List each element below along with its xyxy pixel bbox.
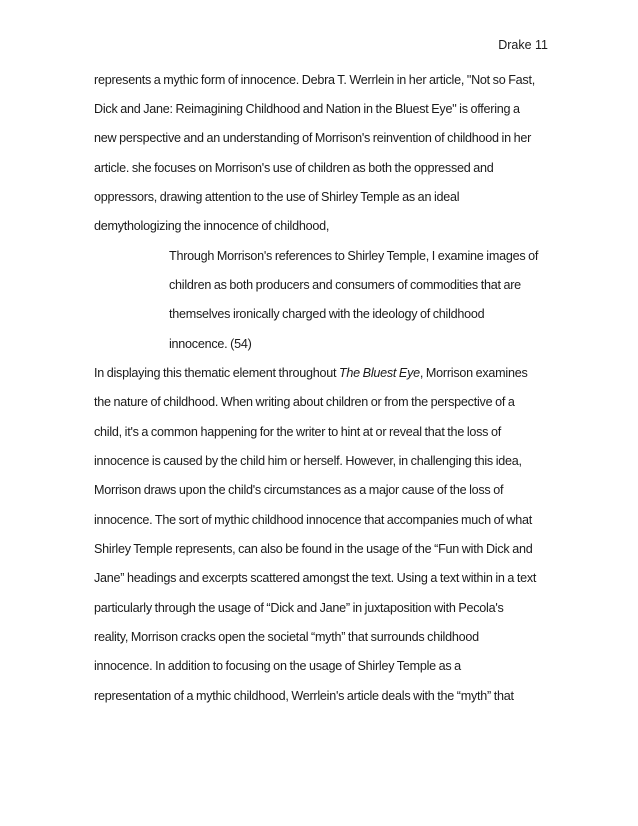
para1-line: oppressors, drawing attention to the use of Shirley Temple as an ideal: [94, 190, 460, 204]
para1-line: represents a mythic form of innocence. Debra T. Werrlein in her article, "Not so Fast,: [94, 73, 535, 87]
para2-line1-after: , Morrison examines: [419, 366, 528, 380]
para2-line: innocence is caused by the child him or herself. However, in challenging this idea,: [94, 454, 522, 468]
para1-line: Dick and Jane: Reimagining Childhood and Nation in the Bluest Eye" is offering a: [94, 102, 520, 116]
para2-line1-before: In displaying this thematic element throughout: [94, 366, 339, 380]
book-title: The Bluest Eye: [338, 366, 420, 380]
para2-line: innocence. In addition to focusing on the usage of Shirley Temple as a: [94, 659, 461, 673]
block-quote-line: innocence. (54): [169, 337, 252, 351]
para1-line: demythologizing the innocence of childhood,: [94, 219, 330, 233]
para2-line: child, it's a common happening for the writer to hint at or reveal that the loss of: [94, 425, 501, 439]
running-head: Drake 11: [498, 38, 548, 52]
para2-line: Jane” headings and excerpts scattered amongst the text. Using a text within in a text: [94, 571, 537, 585]
block-quote-line: children as both producers and consumers of commodities that are: [169, 278, 521, 292]
para2-line: reality, Morrison cracks open the societal “myth” that surrounds childhood: [94, 630, 479, 644]
para2-line: innocence. The sort of mythic childhood innocence that accompanies much of what: [94, 513, 532, 527]
para2-line: the nature of childhood. When writing about children or from the perspective of a: [94, 395, 515, 409]
para2-line: representation of a mythic childhood, Werrlein's article deals with the “myth” that: [94, 689, 514, 703]
para2-line: Morrison draws upon the child's circumstances as a major cause of the loss of: [94, 483, 504, 497]
para2-line: [94, 365, 528, 381]
block-quote-line: Through Morrison's references to Shirley Temple, I examine images of: [169, 249, 539, 263]
para1-line: article. she focuses on Morrison's use of children as both the oppressed and: [94, 161, 494, 175]
para2-line: Shirley Temple represents, can also be found in the usage of the “Fun with Dick and: [94, 542, 533, 556]
para1-line: new perspective and an understanding of Morrison's reinvention of childhood in her: [94, 131, 532, 145]
block-quote-line: themselves ironically charged with the ideology of childhood: [169, 307, 485, 321]
para2-line: particularly through the usage of “Dick and Jane” in juxtaposition with Pecola's: [94, 601, 504, 615]
